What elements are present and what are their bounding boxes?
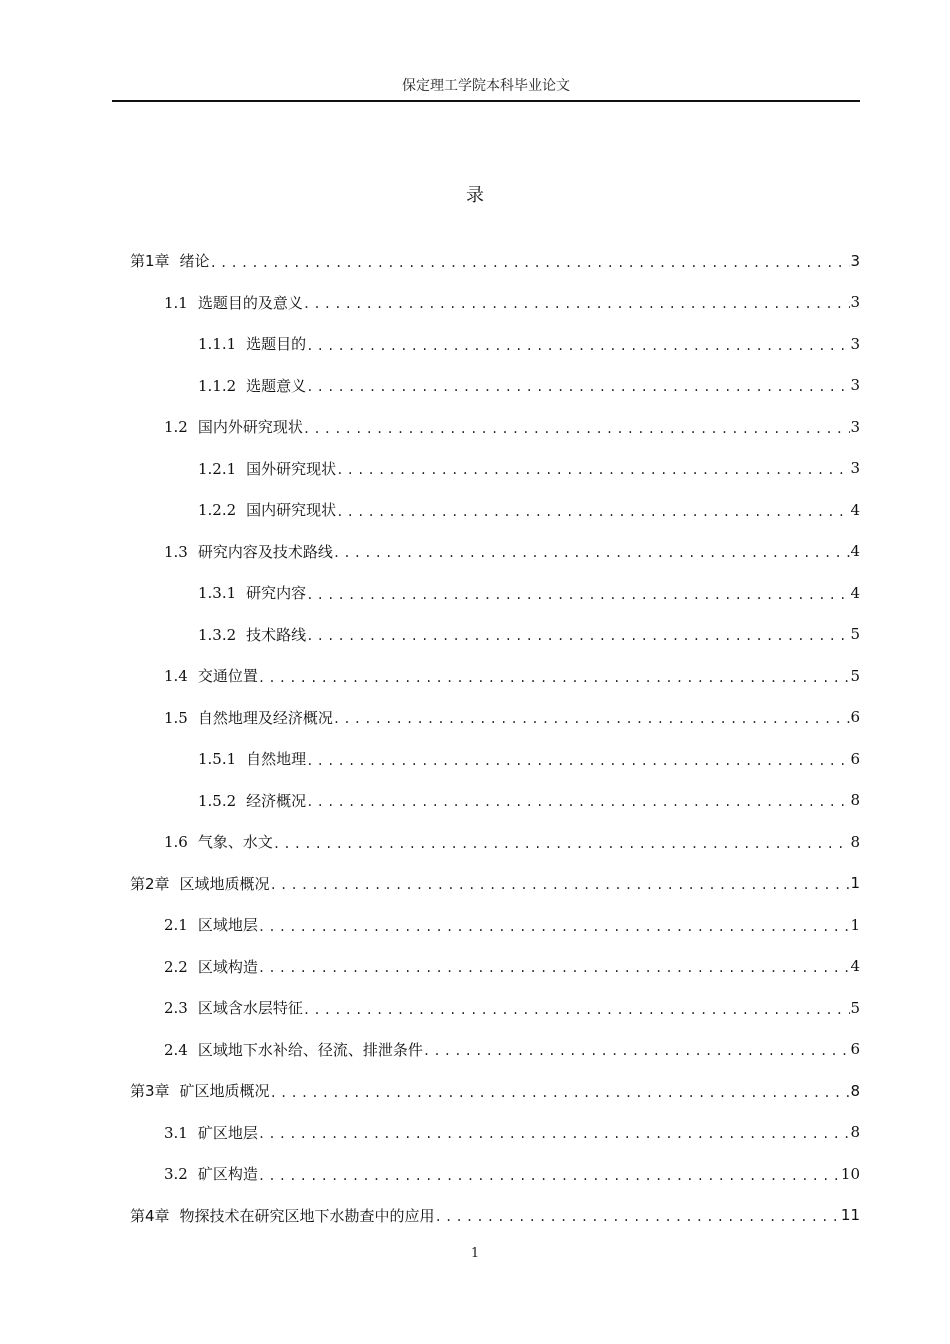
- toc-entry-number: 第1章: [130, 252, 170, 271]
- toc-leader-dots: [336, 459, 850, 477]
- toc-leader-dots: [306, 791, 850, 809]
- toc-entry-text: 自然地理及经济概况: [197, 708, 333, 727]
- toc-leader-dots: [258, 916, 850, 934]
- header-rule: [112, 100, 860, 102]
- toc-entry-number: 2.1: [164, 916, 188, 935]
- toc-entry-text: 研究内容及技术路线: [197, 542, 333, 561]
- toc-entry-page: 4: [850, 500, 860, 519]
- toc-entry-page: 5: [850, 666, 860, 685]
- toc-entry-text: 技术路线: [246, 625, 307, 644]
- toc-leader-dots: [270, 874, 850, 892]
- toc-entry-page: 8: [850, 832, 860, 851]
- toc-leader-dots: [306, 750, 850, 768]
- toc-title: 录: [466, 185, 484, 206]
- toc-entry[interactable]: [130, 406, 860, 448]
- toc-entry-text: 国外研究现状: [246, 459, 337, 478]
- toc-entry-text: 选题目的: [246, 335, 307, 354]
- toc-entry-number: 1.1.2: [198, 376, 237, 395]
- toc-leader-dots: [258, 1123, 850, 1141]
- toc-entry[interactable]: [130, 697, 860, 739]
- toc-entry[interactable]: [130, 655, 860, 697]
- toc-entry[interactable]: [130, 987, 860, 1029]
- toc-entry-label: [164, 292, 303, 313]
- toc-entry-number: 1.5.2: [198, 791, 237, 810]
- toc-entry-text: 气象、水文: [197, 833, 273, 852]
- toc-entry-text: 国内外研究现状: [197, 418, 303, 437]
- toc-entry[interactable]: [130, 323, 860, 365]
- toc-entry-number: 第4章: [130, 1206, 170, 1225]
- page-header: 保定理工学院本科毕业论文: [402, 78, 570, 94]
- toc-entry-text: 矿区构造: [197, 1165, 258, 1184]
- toc-leader-dots: [306, 625, 850, 643]
- toc-entry-page: 3: [850, 334, 860, 353]
- toc-entry-label: [198, 333, 306, 354]
- toc-entry-label: [198, 582, 306, 603]
- toc-entry-number: 1.4: [164, 667, 188, 686]
- toc-entry-page: 3: [850, 417, 860, 436]
- toc-leader-dots: [435, 1206, 841, 1224]
- toc-entry[interactable]: [130, 1029, 860, 1071]
- toc-entry-page: 3: [850, 293, 860, 312]
- toc-entry[interactable]: [130, 738, 860, 780]
- toc-entry[interactable]: [130, 1153, 860, 1195]
- toc-entry-number: 3.2: [164, 1165, 188, 1184]
- toc-entry-text: 区域构造: [197, 957, 258, 976]
- toc-entry-label: [198, 748, 306, 769]
- toc-entry-text: 交通位置: [197, 667, 258, 686]
- toc-entry-number: 2.4: [164, 1040, 188, 1059]
- toc-entry-label: [198, 458, 336, 479]
- toc-entry-label: [164, 707, 333, 728]
- toc-entry-number: 1.2: [164, 418, 188, 437]
- toc-entry-page: 6: [850, 1040, 860, 1059]
- toc-entry-number: 2.2: [164, 957, 188, 976]
- toc-entry[interactable]: [130, 572, 860, 614]
- toc-entry-label: [130, 1205, 435, 1226]
- toc-entry-label: [164, 416, 303, 437]
- toc-entry[interactable]: [130, 1195, 860, 1237]
- toc-entry-text: 研究内容: [246, 584, 307, 603]
- toc-entry-page: 10: [840, 1164, 860, 1183]
- toc-entry[interactable]: [130, 282, 860, 324]
- toc-entry-text: 绪论: [179, 252, 210, 271]
- toc-entry[interactable]: [130, 821, 860, 863]
- toc-entry-text: 物探技术在研究区地下水勘查中的应用: [179, 1206, 435, 1225]
- table-of-contents: [130, 240, 860, 1236]
- toc-entry-number: 第2章: [130, 874, 170, 893]
- toc-leader-dots: [306, 376, 850, 394]
- toc-entry-page: 8: [850, 1081, 860, 1100]
- toc-entry-page: 1: [850, 874, 860, 893]
- toc-leader-dots: [258, 1165, 841, 1183]
- toc-entry-label: [164, 1163, 258, 1184]
- toc-entry[interactable]: [130, 1112, 860, 1154]
- toc-entry[interactable]: [130, 904, 860, 946]
- toc-entry-text: 矿区地层: [197, 1123, 258, 1142]
- toc-leader-dots: [303, 999, 850, 1017]
- toc-entry-label: [164, 914, 258, 935]
- toc-entry-page: 8: [850, 791, 860, 810]
- toc-entry-number: 1.3.2: [198, 625, 237, 644]
- toc-leader-dots: [258, 957, 850, 975]
- toc-entry-page: 3: [850, 251, 860, 270]
- toc-entry-page: 11: [840, 1206, 860, 1225]
- toc-entry-text: 选题目的及意义: [197, 293, 303, 312]
- toc-entry-text: 区域地层: [197, 916, 258, 935]
- toc-entry-page: 5: [850, 998, 860, 1017]
- toc-entry-label: [164, 1122, 258, 1143]
- toc-entry-label: [164, 831, 273, 852]
- toc-entry-text: 经济概况: [246, 791, 307, 810]
- toc-entry[interactable]: [130, 240, 860, 282]
- toc-entry-label: [164, 956, 258, 977]
- toc-entry-number: 1.6: [164, 833, 188, 852]
- toc-entry-text: 区域地下水补给、径流、排泄条件: [197, 1040, 423, 1059]
- toc-entry[interactable]: [130, 531, 860, 573]
- toc-leader-dots: [306, 584, 850, 602]
- toc-leader-dots: [306, 335, 850, 353]
- toc-entry-page: 4: [850, 583, 860, 602]
- toc-leader-dots: [210, 252, 850, 270]
- toc-leader-dots: [303, 418, 850, 436]
- toc-entry[interactable]: [130, 489, 860, 531]
- toc-entry-page: 3: [850, 459, 860, 478]
- toc-entry-number: 1.5: [164, 708, 188, 727]
- toc-entry-number: 1.3: [164, 542, 188, 561]
- toc-leader-dots: [423, 1040, 850, 1058]
- toc-entry[interactable]: [130, 614, 860, 656]
- toc-entry-page: 6: [850, 749, 860, 768]
- toc-leader-dots: [333, 542, 850, 560]
- page-number: 1: [470, 1246, 480, 1261]
- toc-entry-label: [198, 499, 336, 520]
- toc-leader-dots: [336, 501, 850, 519]
- toc-entry-text: 国内研究现状: [246, 501, 337, 520]
- toc-entry-label: [164, 997, 303, 1018]
- toc-leader-dots: [273, 833, 850, 851]
- toc-leader-dots: [333, 708, 850, 726]
- toc-entry-number: 1.5.1: [198, 750, 237, 769]
- toc-leader-dots: [303, 293, 850, 311]
- toc-leader-dots: [270, 1082, 850, 1100]
- toc-entry-page: 4: [850, 957, 860, 976]
- toc-leader-dots: [258, 667, 850, 685]
- toc-entry[interactable]: [130, 863, 860, 905]
- toc-entry[interactable]: [130, 365, 860, 407]
- toc-entry-label: [130, 250, 210, 271]
- toc-entry[interactable]: [130, 1070, 860, 1112]
- toc-entry-number: 第3章: [130, 1082, 170, 1101]
- toc-entry-page: 6: [850, 708, 860, 727]
- toc-entry-page: 4: [850, 542, 860, 561]
- toc-entry-text: 区域地质概况: [179, 874, 270, 893]
- toc-entry-page: 5: [850, 625, 860, 644]
- toc-entry-page: 3: [850, 376, 860, 395]
- toc-entry[interactable]: [130, 780, 860, 822]
- toc-entry-label: [198, 375, 306, 396]
- toc-entry-label: [164, 665, 258, 686]
- toc-entry-number: 1.2.2: [198, 501, 237, 520]
- toc-entry-label: [198, 790, 306, 811]
- toc-entry-page: 1: [850, 915, 860, 934]
- toc-entry-label: [164, 541, 333, 562]
- toc-entry-text: 自然地理: [246, 750, 307, 769]
- toc-entry-number: 3.1: [164, 1123, 188, 1142]
- toc-entry-page: 8: [850, 1123, 860, 1142]
- toc-entry-number: 1.3.1: [198, 584, 237, 603]
- toc-entry-number: 1.1.1: [198, 335, 237, 354]
- toc-entry-number: 2.3: [164, 999, 188, 1018]
- toc-entry[interactable]: [130, 946, 860, 988]
- toc-entry[interactable]: [130, 448, 860, 490]
- toc-entry-text: 选题意义: [246, 376, 307, 395]
- toc-entry-number: 1.2.1: [198, 459, 237, 478]
- toc-entry-label: [198, 624, 306, 645]
- toc-entry-label: [130, 1080, 270, 1101]
- toc-entry-label: [164, 1039, 423, 1060]
- toc-entry-number: 1.1: [164, 293, 188, 312]
- toc-entry-label: [130, 873, 270, 894]
- toc-entry-text: 区域含水层特征: [197, 999, 303, 1018]
- toc-entry-text: 矿区地质概况: [179, 1082, 270, 1101]
